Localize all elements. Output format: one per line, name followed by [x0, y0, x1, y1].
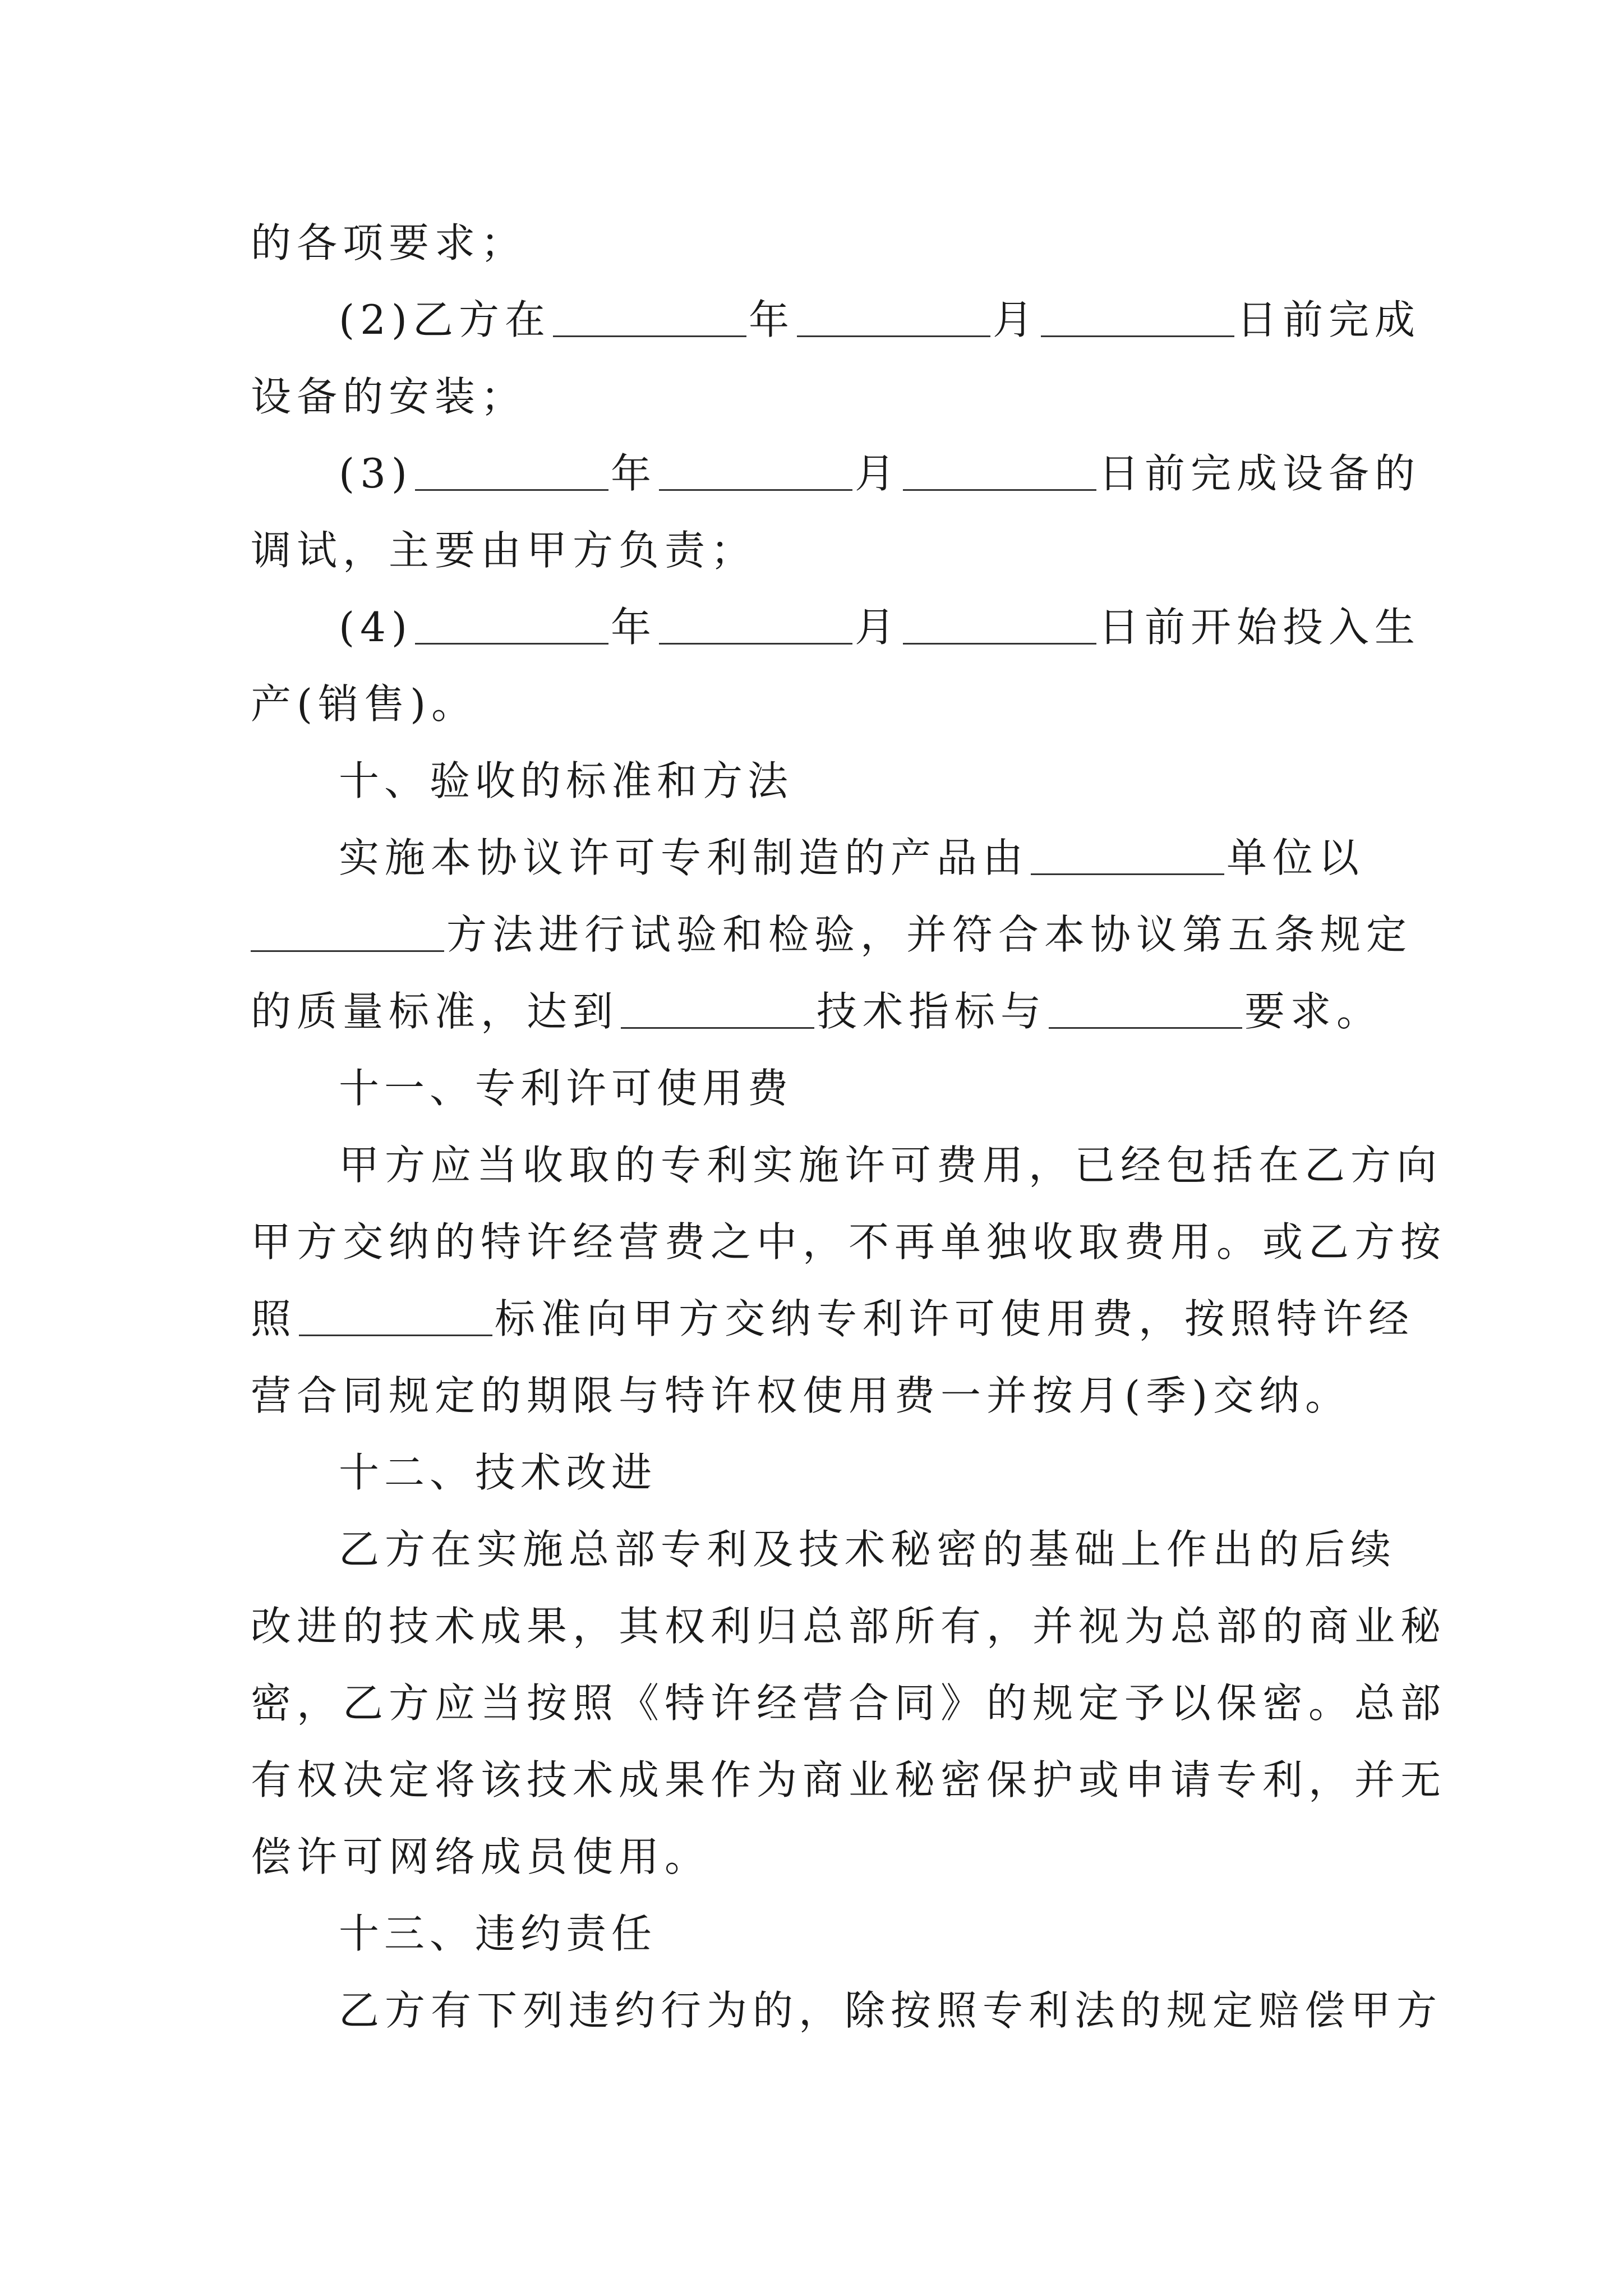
- line-text: (4): [339, 604, 413, 651]
- paragraph-line: [339, 1510, 1397, 1589]
- line-text: 的各项要求；: [251, 219, 527, 266]
- line-text: 月: [993, 296, 1039, 343]
- section-heading-11: [339, 1049, 1378, 1128]
- schedule-item-3: [339, 434, 1421, 513]
- line-text: 日前完成设备的: [1099, 450, 1421, 497]
- paragraph-line: [251, 1741, 1447, 1819]
- continuation-line: [251, 665, 1378, 743]
- line-text: 日前开始投入生: [1099, 604, 1421, 651]
- section-heading-13: [339, 1894, 1378, 1973]
- line-text: 偿许可网络成员使用。: [251, 1833, 711, 1880]
- blank-field: [621, 993, 814, 1029]
- paragraph-line: [339, 1126, 1443, 1204]
- line-text: 单位以: [1227, 834, 1365, 881]
- paragraph-line: [251, 1664, 1447, 1742]
- blank-field: [903, 455, 1096, 491]
- paragraph-line: [251, 895, 1413, 974]
- line-text: (3): [339, 450, 413, 497]
- line-text: 技术指标与: [817, 988, 1047, 1035]
- line-text: 要求。: [1244, 988, 1383, 1035]
- paragraph-line: [339, 1971, 1443, 2050]
- line-text: 日前完成: [1237, 296, 1421, 343]
- line-text: 年: [611, 450, 657, 497]
- paragraph-line: [251, 1280, 1415, 1358]
- blank-field: [251, 917, 444, 952]
- blank-field: [903, 609, 1096, 645]
- line-text: 甲方应当收取的专利实施许可费用，已经包括在乙方向: [339, 1142, 1443, 1189]
- blank-field: [299, 1301, 492, 1336]
- line-text: 甲方交纳的特许经营费之中，不再单独收取费用。或乙方按: [251, 1218, 1447, 1266]
- paragraph-line: [251, 1818, 1378, 1896]
- line-text: 的质量标准，达到: [251, 988, 619, 1035]
- blank-field: [1031, 840, 1224, 875]
- blank-field: [659, 609, 852, 645]
- line-text: 标准向甲方交纳专利许可使用费，按照特许经: [495, 1295, 1415, 1342]
- line-text: 年: [749, 296, 795, 343]
- blank-field: [415, 455, 608, 491]
- section-heading-12: [339, 1433, 1378, 1512]
- line-text: 月: [855, 604, 901, 651]
- line-text: 产(销售)。: [251, 680, 478, 728]
- line-text: 密，乙方应当按照《特许经营合同》的规定予以保密。总部: [251, 1680, 1447, 1727]
- heading-text: 十三、违约责任: [339, 1910, 657, 1957]
- paragraph-line: [339, 818, 1378, 897]
- blank-field: [1049, 993, 1242, 1029]
- blank-field: [553, 302, 746, 337]
- schedule-item-4: [339, 588, 1421, 666]
- line-text: 改进的技术成果，其权利归总部所有，并视为总部的商业秘: [251, 1603, 1447, 1650]
- line-text: 照: [251, 1295, 297, 1342]
- continuation-line: [251, 511, 1378, 590]
- paragraph-line: [251, 1356, 1378, 1435]
- heading-text: 十、验收的标准和方法: [339, 757, 794, 804]
- line-text: 年: [611, 604, 657, 651]
- blank-field: [1041, 302, 1234, 337]
- heading-text: 十一、专利许可使用费: [339, 1065, 794, 1112]
- paragraph-line: [251, 1587, 1447, 1665]
- line-text: 乙方在实施总部专利及技术秘密的基础上作出的后续: [339, 1526, 1397, 1573]
- line-text: (2)乙方在: [339, 296, 551, 343]
- line-text: 乙方有下列违约行为的，除按照专利法的规定赔偿甲方: [339, 1987, 1443, 2034]
- schedule-item-2: [339, 280, 1421, 359]
- line-text: 方法进行试验和检验，并符合本协议第五条规定: [446, 911, 1413, 958]
- line-text: 实施本协议许可专利制造的产品由: [339, 834, 1029, 881]
- continuation-line: [251, 357, 1378, 436]
- line-text: 设备的安装；: [251, 373, 527, 420]
- continuation-line: [251, 204, 1378, 282]
- line-text: 调试，主要由甲方负责；: [251, 527, 757, 574]
- line-text: 月: [855, 450, 901, 497]
- paragraph-line: [251, 1203, 1447, 1281]
- paragraph-line: [251, 972, 1383, 1051]
- section-heading-10: [339, 742, 1378, 820]
- blank-field: [659, 455, 852, 491]
- heading-text: 十二、技术改进: [339, 1449, 657, 1496]
- line-text: 有权决定将该技术成果作为商业秘密保护或申请专利，并无: [251, 1756, 1447, 1803]
- blank-field: [797, 302, 990, 337]
- blank-field: [415, 609, 608, 645]
- line-text: 营合同规定的期限与特许权使用费一并按月(季)交纳。: [251, 1372, 1352, 1419]
